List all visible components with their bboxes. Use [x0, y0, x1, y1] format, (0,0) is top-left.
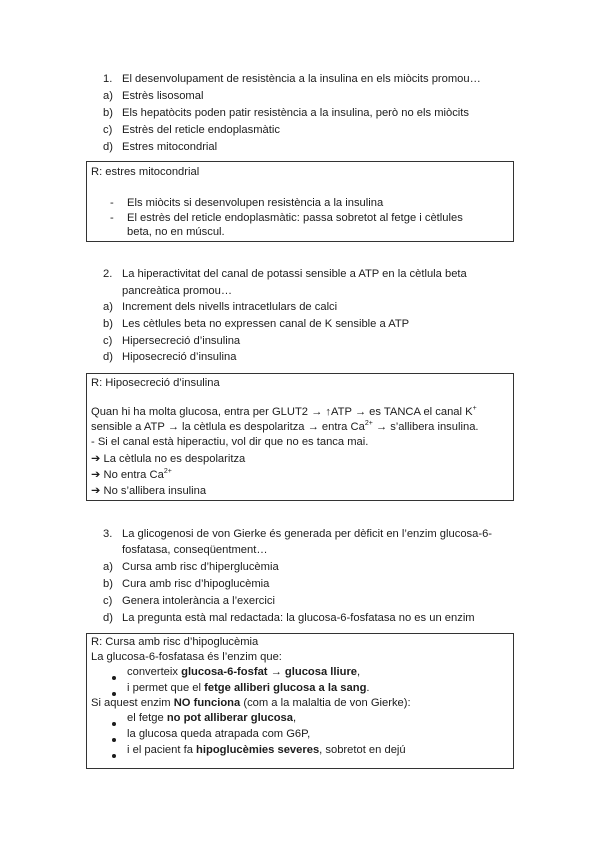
q3-consequence-3: i el pacient fa hipoglucèmies severes, sobretot en dejú [127, 744, 406, 756]
q1-answer: R: estres mitocondrial [91, 166, 200, 178]
q2-option-c: Hipersecreció d’insulina [122, 335, 241, 347]
q1-note-1-dash: - [110, 197, 114, 209]
q1-note-2-cont: beta, no en múscul. [127, 226, 225, 238]
q2-option-b-letter: b) [103, 318, 113, 330]
q1-option-d-letter: d) [103, 141, 113, 153]
q2-arrow-item-1: ➔ La cètlula no es despolaritza [91, 453, 246, 465]
q3-bullet-2: i permet que el fetge alliberi glucosa a la sang. [127, 682, 370, 694]
q2-explanation-line1: Quan hi ha molta glucosa, entra per GLUT2 → ↑ATP → es TANCA el canal K+ [91, 405, 477, 418]
q3-bullet-1: converteix glucosa-6-fosfat → glucosa lliure, [127, 666, 361, 678]
q3-option-a-letter: a) [103, 561, 113, 573]
q3-number: 3. [103, 528, 113, 540]
q3-option-d: La pregunta està mal redactada: la glucosa-6-fosfatasa no es un enzim [122, 612, 475, 624]
q2-text-line2: pancreàtica promou… [122, 285, 233, 297]
q2-option-a: Increment dels nivells intracetlulars de calci [122, 301, 338, 313]
q3-option-d-letter: d) [103, 612, 113, 624]
q3-option-a: Cursa amb risc d’hiperglucèmia [122, 561, 279, 573]
bullet-icon [112, 733, 116, 745]
q1-number: 1. [103, 73, 113, 85]
q2-option-c-letter: c) [103, 335, 113, 347]
q3-text-line1: La glicogenosi de von Gierke és generada per dèficit en l’enzim glucosa-6- [122, 528, 493, 540]
q2-arrow-item-2: ➔ No entra $Ca^{2+}$ [91, 468, 172, 481]
q2-explanation-line2: sensible a ATP → la cètlula es despolaritza → entra $Ca^{2+}$ → s’allibera insulina. [91, 420, 479, 433]
q1-note-2: El estrès del reticle endoplasmàtic: passa sobretot al fetge i cètlules [127, 212, 463, 224]
q3-intro: La glucosa-6-fosfatasa és l’enzim que: [91, 651, 282, 663]
bullet-icon [112, 717, 116, 729]
q1-note-2-dash: - [110, 212, 114, 224]
arrow-icon: ➔ [91, 485, 101, 497]
q2-option-d: Hiposecreció d’insulina [122, 351, 237, 363]
q3-answer: R: Cursa amb risc d’hipoglucèmia [91, 636, 259, 648]
bullet-icon [112, 671, 116, 683]
bullet-icon [112, 749, 116, 761]
q2-option-d-letter: d) [103, 351, 113, 363]
q1-option-b: Els hepatòcits poden patir resistència a la insulina, però no els miòcits [122, 107, 469, 119]
q3-option-c: Genera intolerància a l’exercici [122, 595, 275, 607]
q1-option-b-letter: b) [103, 107, 113, 119]
q2-arrow-item-3: ➔ No s’allibera insulina [91, 485, 207, 497]
arrow-icon: ➔ [91, 469, 101, 481]
q1-text: El desenvolupament de resistència a la insulina en els miòcits promou… [122, 73, 481, 85]
q3-option-c-letter: c) [103, 595, 113, 607]
q1-note-1: Els miòcits si desenvolupen resistència a la insulina [127, 197, 384, 209]
q1-option-a-letter: a) [103, 90, 113, 102]
q1-option-c-letter: c) [103, 124, 113, 136]
q3-consequence-1: el fetge no pot alliberar glucosa, [127, 712, 297, 724]
q3-text-line2: fosfatasa, conseqüentment… [122, 544, 268, 556]
q3-option-b: Cura amb risc d’hipoglucèmia [122, 578, 270, 590]
q2-number: 2. [103, 268, 113, 280]
q1-option-a: Estrès lisosomal [122, 90, 204, 102]
arrow-icon: ➔ [91, 453, 101, 465]
q2-text-line1: La hiperactivitat del canal de potassi sensible a ATP en la cètlula beta [122, 268, 467, 280]
q2-option-a-letter: a) [103, 301, 113, 313]
q3-option-b-letter: b) [103, 578, 113, 590]
q2-explanation-line3: - Si el canal està hiperactiu, vol dir que no es tanca mai. [91, 436, 369, 448]
q2-option-b: Les cètlules beta no expressen canal de K sensible a ATP [122, 318, 410, 330]
q3-middle-line: Si aquest enzim NO funciona (com a la malaltia de von Gierke): [91, 697, 411, 709]
q3-consequence-2: la glucosa queda atrapada com G6P, [127, 728, 311, 740]
q1-option-d: Estres mitocondrial [122, 141, 218, 153]
q2-answer: R: Hiposecreció d’insulina [91, 377, 220, 389]
q1-option-c: Estrès del reticle endoplasmàtic [122, 124, 280, 136]
